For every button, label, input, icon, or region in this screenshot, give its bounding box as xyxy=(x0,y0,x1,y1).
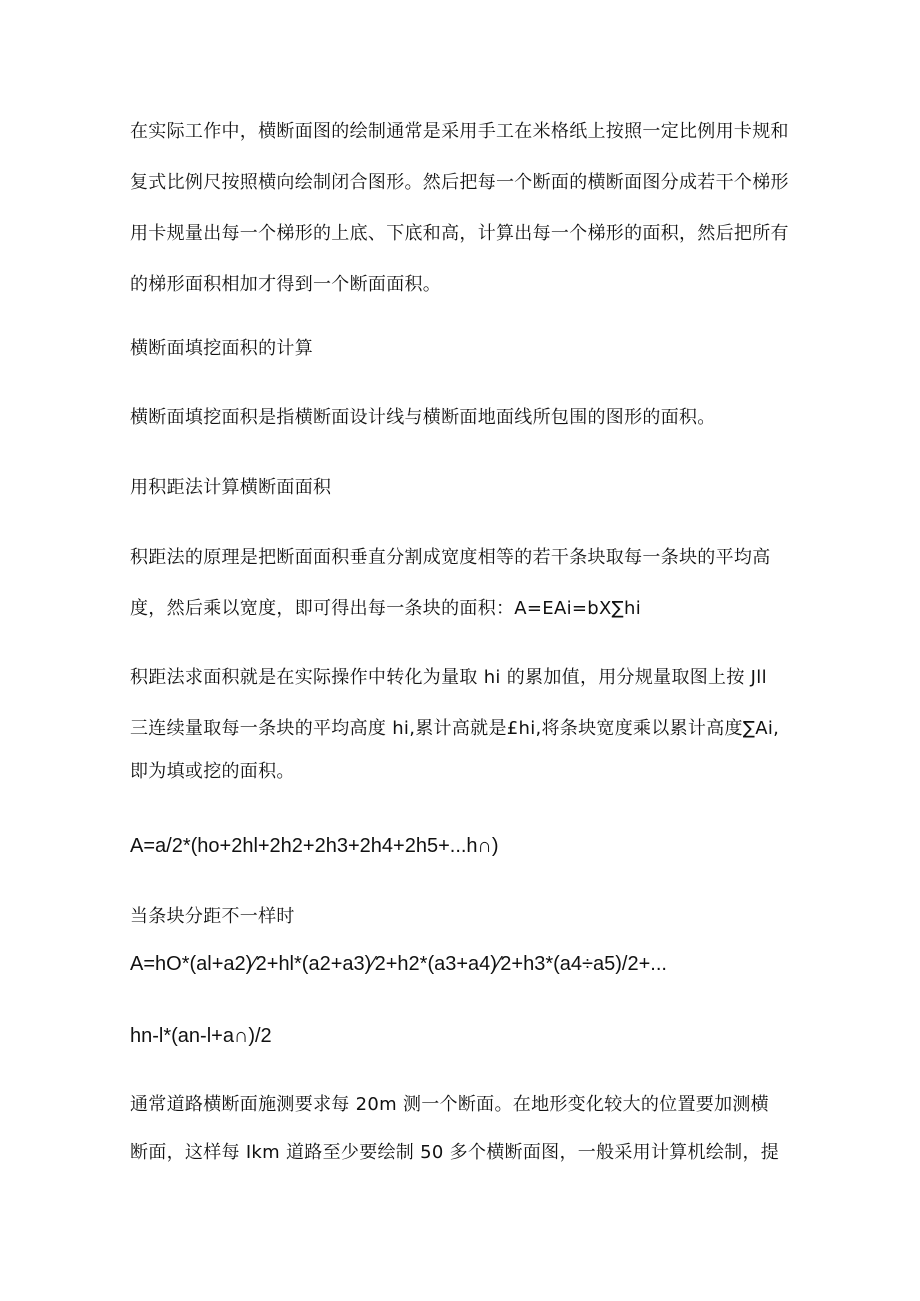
paragraph-survey-line-1: 通常道路横断面施测要求每 20m 测一个断面。在地形变化较大的位置要加测横 xyxy=(130,1094,769,1115)
section-heading-fill-cut-area: 横断面填挖面积的计算 xyxy=(130,338,313,359)
paragraph-procedure-line-2: 三连续量取每一条块的平均高度 hi,累计高就是£hi,将条块宽度乘以累计高度∑Ai, xyxy=(130,718,780,739)
formula-unequal-spacing-part-2: hn-l*(an-l+a∩)/2 xyxy=(130,1025,272,1047)
paragraph-1-line-3: 用卡规量出每一个梯形的上底、下底和高，计算出每一个梯形的面积，然后把所有 xyxy=(130,223,789,244)
paragraph-definition: 横断面填挖面积是指横断面设计线与横断面地面线所包围的图形的面积。 xyxy=(130,407,716,428)
paragraph-unequal-spacing-label: 当条块分距不一样时 xyxy=(130,906,295,927)
paragraph-1-line-1: 在实际工作中，横断面图的绘制通常是采用手工在米格纸上按照一定比例用卡规和 xyxy=(130,121,789,142)
formula-equal-spacing: A=a/2*(ho+2hl+2h2+2h3+2h4+2h5+...h∩) xyxy=(130,835,499,857)
section-heading-integral-distance-method: 用积距法计算横断面面积 xyxy=(130,477,332,498)
paragraph-principle-line-2: 度，然后乘以宽度，即可得出每一条块的面积：A=EAi=bX∑hi xyxy=(130,598,642,619)
paragraph-procedure-line-3: 即为填或挖的面积。 xyxy=(130,761,295,782)
paragraph-procedure-line-1: 积距法求面积就是在实际操作中转化为量取 hi 的累加值，用分规量取图上按 Jll xyxy=(130,667,767,688)
formula-unequal-spacing-part-1: A=hO*(al+a2)⁄2+hl*(a2+a3)⁄2+h2*(a3+a4)⁄2+h3*(a4÷a5)/2+... xyxy=(130,953,667,975)
paragraph-principle-line-1: 积距法的原理是把断面面积垂直分割成宽度相等的若干条块取每一条块的平均高 xyxy=(130,547,771,568)
paragraph-survey-line-2: 断面，这样每 Ikm 道路至少要绘制 50 多个横断面图，一般采用计算机绘制，提 xyxy=(130,1142,780,1163)
paragraph-1-line-4: 的梯形面积相加才得到一个断面面积。 xyxy=(130,274,442,295)
paragraph-1-line-2: 复式比例尺按照横向绘制闭合图形。然后把每一个断面的横断面图分成若干个梯形 xyxy=(130,172,789,193)
